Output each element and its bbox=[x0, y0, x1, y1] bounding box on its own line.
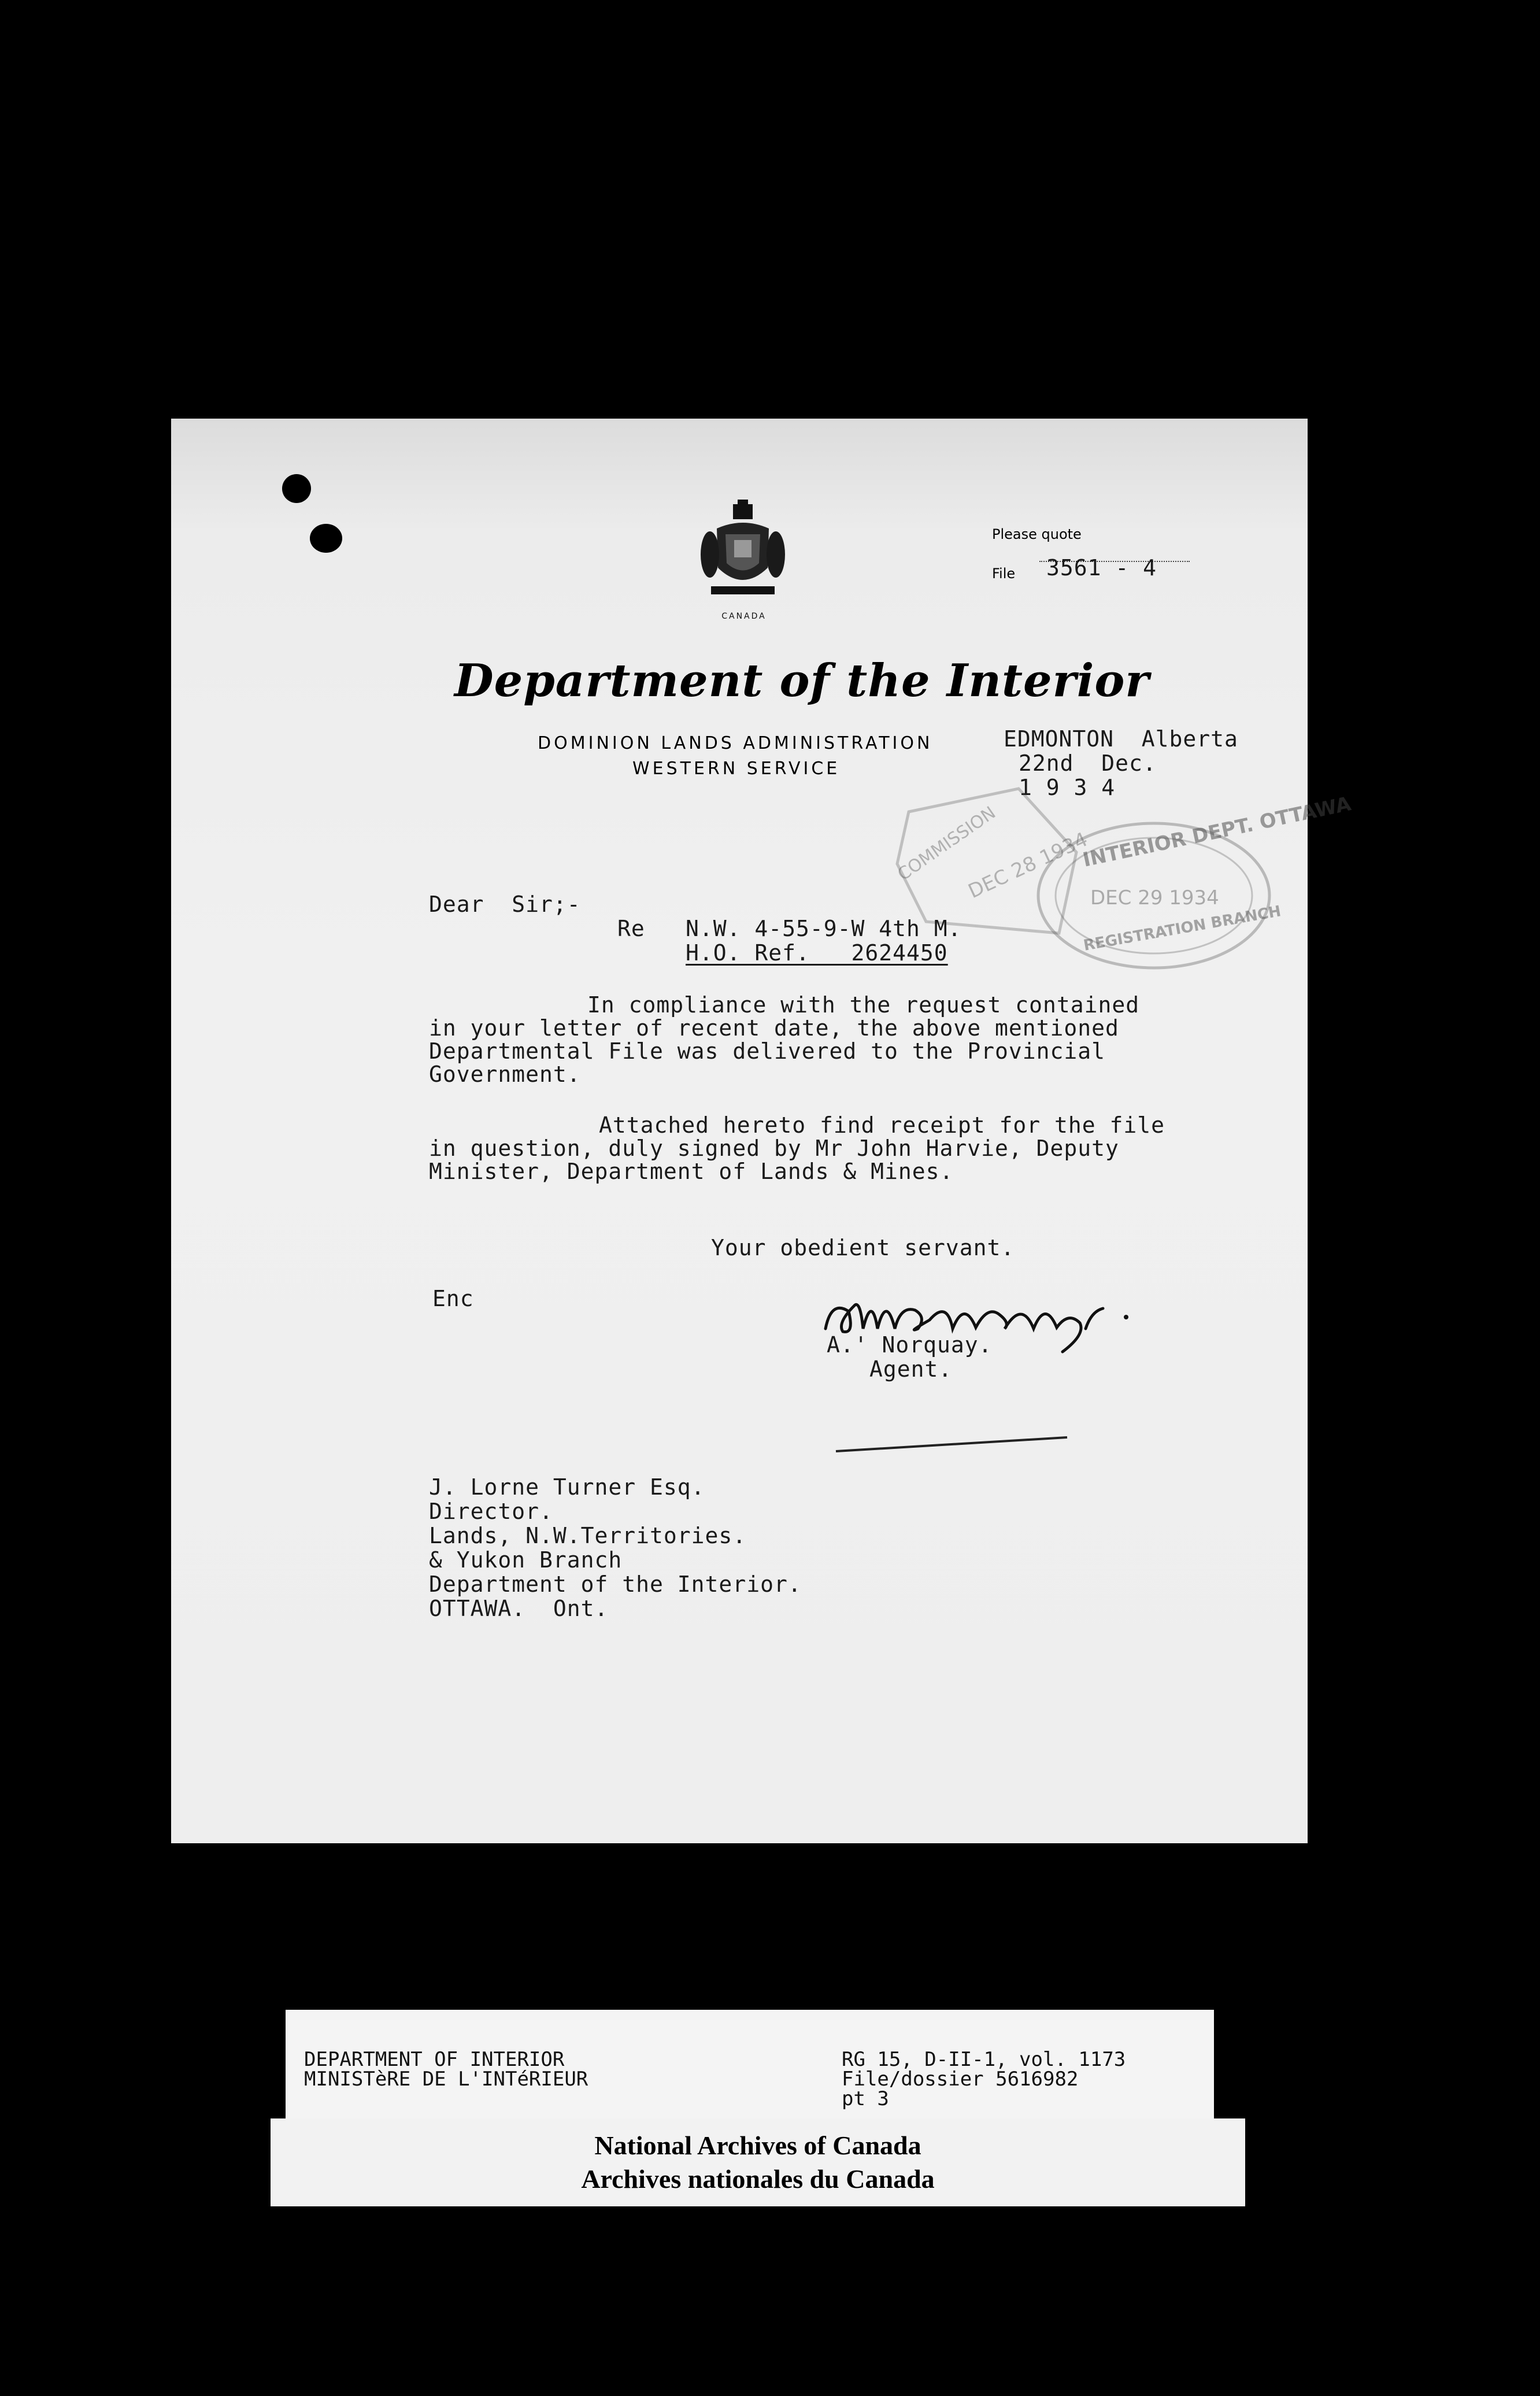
subtitle-administration: DOMINION LANDS ADMINISTRATION bbox=[538, 733, 933, 753]
signer-name: A.' Norquay. bbox=[827, 1332, 993, 1358]
addressee-line2: Director. bbox=[429, 1499, 553, 1524]
archive-ref-line1: RG 15, D-II-1, vol. 1173 bbox=[842, 2048, 1126, 2071]
addressee-line5: Department of the Interior. bbox=[429, 1572, 802, 1597]
archive-ref-line3: pt 3 bbox=[842, 2087, 889, 2110]
archives-name-fr: Archives nationales du Canada bbox=[581, 2164, 935, 2194]
dateline-place: EDMONTON Alberta bbox=[1004, 726, 1238, 752]
received-stamp-interior bbox=[1021, 792, 1353, 979]
subtitle-service: WESTERN SERVICE bbox=[632, 759, 841, 779]
re-label: Re bbox=[617, 916, 645, 941]
punch-hole bbox=[282, 474, 311, 503]
para2-line3: Minister, Department of Lands & Mines. bbox=[429, 1159, 954, 1184]
closing: Your obedient servant. bbox=[711, 1235, 1015, 1260]
salutation: Dear Sir;- bbox=[429, 892, 581, 917]
para1-line4: Government. bbox=[429, 1062, 581, 1087]
department-title: Department of the Interior bbox=[454, 655, 1150, 707]
para1-line3: Departmental File was delivered to the Provincial bbox=[429, 1038, 1106, 1064]
para1-line1: In compliance with the request contained bbox=[587, 992, 1140, 1018]
national-archives-label bbox=[271, 2118, 1245, 2206]
stamp-interior-top: INTERIOR DEPT. OTTAWA bbox=[1080, 792, 1353, 872]
para1-line2: in your letter of recent date, the above mentioned bbox=[429, 1015, 1119, 1041]
punch-hole bbox=[310, 524, 342, 553]
please-quote-label: Please quote bbox=[992, 526, 1082, 542]
archives-name-en: National Archives of Canada bbox=[594, 2131, 921, 2160]
signer-title: Agent. bbox=[869, 1356, 953, 1382]
archive-dept-fr: MINISTèRE DE L'INTéRIEUR bbox=[304, 2068, 588, 2091]
stamp-interior-bottom: REGISTRATION BRANCH bbox=[1082, 903, 1283, 955]
file-label: File bbox=[992, 565, 1016, 582]
re-line-2: H.O. Ref. 2624450 bbox=[686, 940, 948, 966]
crest-label: CANADA bbox=[721, 612, 767, 621]
signature-underline bbox=[836, 1436, 1067, 1454]
enclosure-note: Enc bbox=[432, 1286, 474, 1311]
stamp-interior-date: DEC 29 1934 bbox=[1090, 886, 1219, 909]
addressee-line6: OTTAWA. Ont. bbox=[429, 1596, 609, 1621]
letter-page bbox=[171, 419, 1353, 1843]
para2-line2: in question, duly signed by Mr John Harvie, Deputy bbox=[429, 1136, 1119, 1161]
file-number: 3561 - 4 bbox=[1046, 555, 1157, 580]
dateline-year: 1 9 3 4 bbox=[1019, 775, 1116, 800]
stamp-commission-text: COMMISSION bbox=[894, 803, 999, 885]
para2-line1: Attached hereto find receipt for the file bbox=[599, 1112, 1165, 1138]
addressee-line3: Lands, N.W.Territories. bbox=[429, 1523, 747, 1548]
coat-of-arms-icon bbox=[699, 500, 786, 604]
stamp-commission-date: DEC 28 1934 bbox=[964, 827, 1091, 904]
archive-ref-line2: File/dossier 5616982 bbox=[842, 2068, 1079, 2091]
archive-reference-label bbox=[286, 2010, 1214, 2120]
re-line-1: N.W. 4-55-9-W 4th M. bbox=[686, 916, 962, 941]
addressee-line4: & Yukon Branch bbox=[429, 1547, 623, 1573]
dateline-day: 22nd Dec. bbox=[1019, 750, 1157, 776]
archive-dept-en: DEPARTMENT OF INTERIOR bbox=[304, 2048, 565, 2071]
addressee-line1: J. Lorne Turner Esq. bbox=[429, 1474, 705, 1500]
